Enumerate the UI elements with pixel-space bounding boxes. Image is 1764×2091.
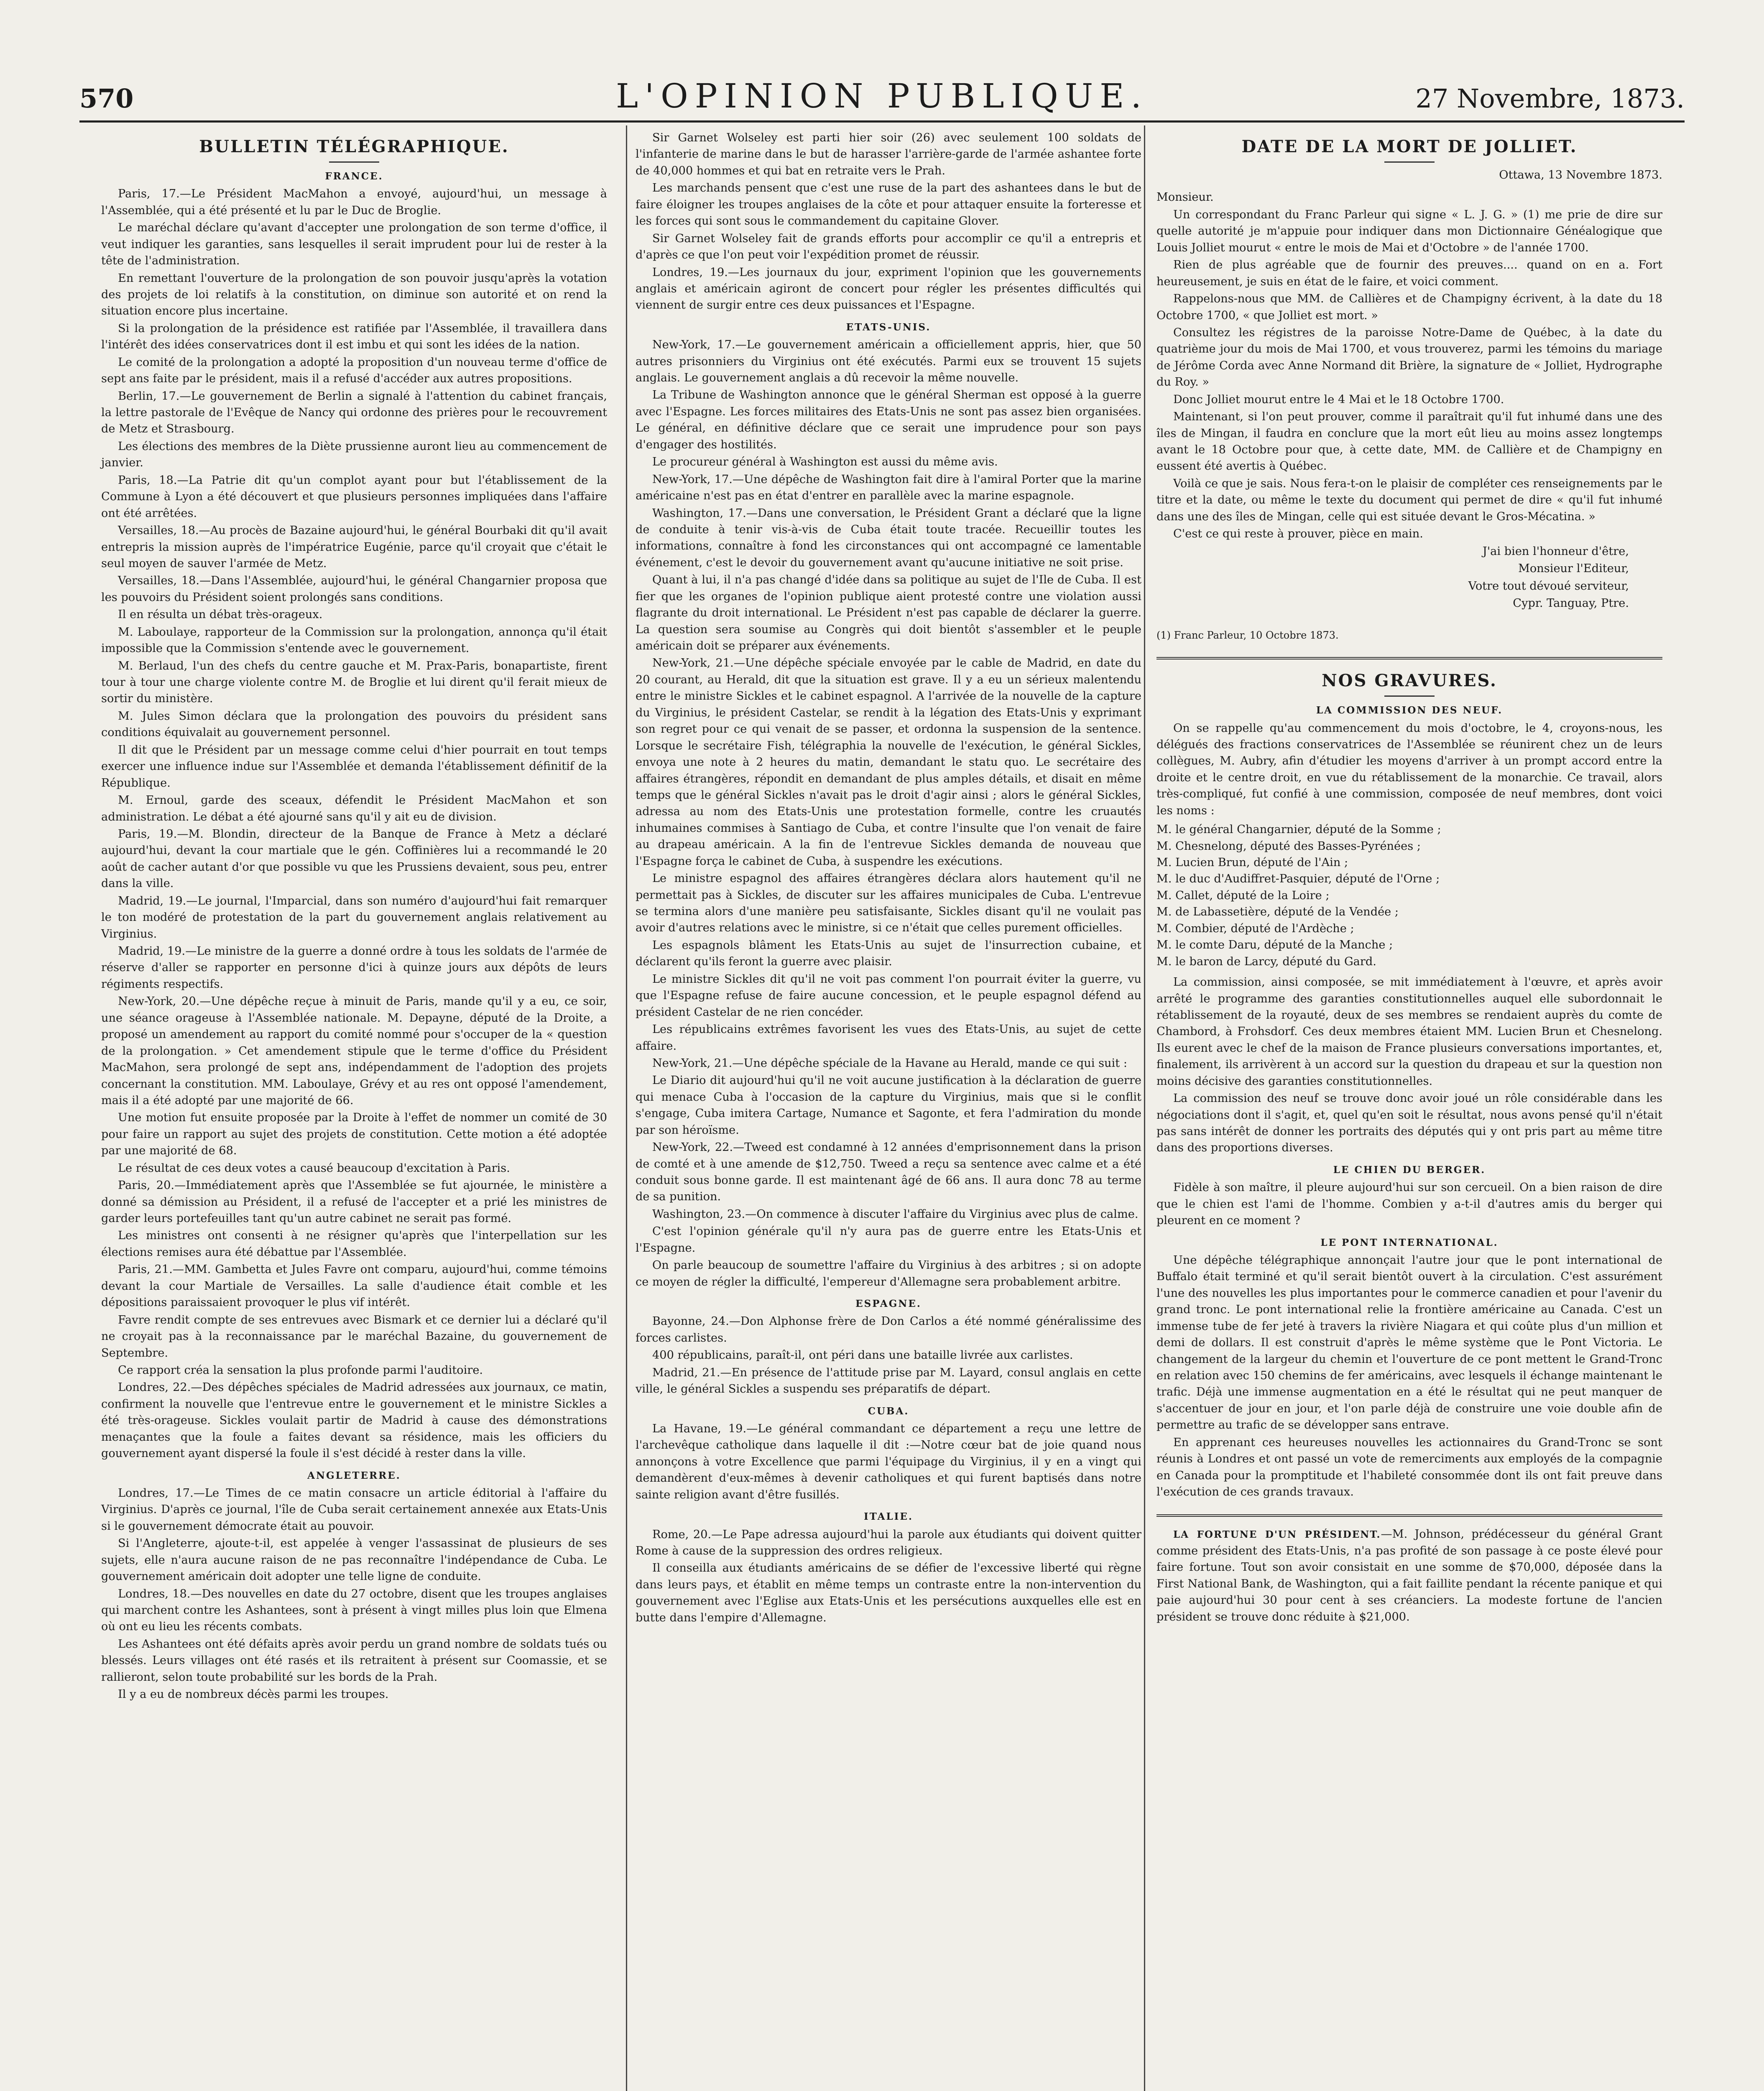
dispatch-paragraph: Versailles, 18.—Au procès de Bazaine aujourd'hui, le général Bourbaki dit qu'il avait entrepris la mission auprès de l'impératrice Eugénie, parce qu'il croyait que c'était le seul moyen de sauver l'armée de Metz.: [101, 524, 607, 570]
commission-intro: On se rappelle qu'au commencement du mois d'octobre, le 4, croyons-nous, les délégués des fractions conservatrices de l'Assemblée se réunirent chez un de leurs collègues, M. Aubry, afin d'étudier les moyens d'arriver à un prompt accord entre la droite et le centre droit, en vue du rétablissement de la monarchie. Ce travail, alors très-compliqué, fut confié à une commission, composée de neuf membres, dont voici les noms :: [1156, 721, 1662, 817]
dispatch-paragraph: 400 républicains, paraît-il, ont péri dans une bataille livrée aux carlistes.: [652, 1349, 1073, 1362]
dispatch-paragraph: Bayonne, 24.—Don Alphonse frère de Don Carlos a été nommé généralissime des forces carlistes.: [636, 1315, 1141, 1345]
dispatch-paragraph: M. Berlaud, l'un des chefs du centre gauche et M. Prax-Paris, bonapartiste, firent tour à tour une charge violente contre M. de Broglie et lui dirent qu'il ferait mieux de sortir du ministère.: [101, 659, 607, 706]
dispatch-paragraph: M. Ernoul, garde des sceaux, défendit le Président MacMahon et son administration. Le débat a été ajourné sans qu'il y ait eu de division.: [101, 794, 607, 823]
member-item: M. le baron de Larcy, député du Gard.: [1156, 955, 1376, 968]
dispatch-paragraph: Les marchands pensent que c'est une ruse de la part des ashantees dans le but de faire éloigner les troupes anglaises de la côte et pour attaquer ensuite la forteresse et les forces qui sont sous le commandement du capitaine Glover.: [636, 181, 1141, 228]
letter-closing: [1156, 543, 1662, 612]
dispatch-paragraph: New-York, 21.—Une dépêche spéciale envoyée par le cable de Madrid, en date du 20 courant, au Herald, dit que la situation est grave. Il y a eu un sérieux malentendu entre le ministre Sickles et le cabinet espagnol. A l'arrivée de la nouvelle de la capture du Virginius, le président Castelar, se rendit à la légation des Etats-Unis y exprimant son regret pour ce qui venait de se passer, et ordonna la suspension de la sentence. Lorsque le secrétaire Fish, télégraphia la nouvelle de l'exécution, le général Sickles, envoya une note à 2 heures du matin, demandant le statu quo. Le secrétaire des affaires étrangères, répondit en demandant de plus amples détails, et disait en même temps que le général Sickles n'avait pas le droit d'agir ainsi ; alors le général Sickles, adressa au nom des Etats-Unis une protestation formelle, contre les cruautés inhumaines commises à Santiago de Cuba, et contre l'insulte que l'on venait de faire au drapeau américain. A la fin de l'entrevue Sickles demanda de nouveau que l'Espagne força le cabinet de Cuba, à suspendre les exécutions.: [636, 657, 1141, 868]
letter-body: [1156, 207, 1662, 542]
member-item: M. Combier, député de l'Ardèche ;: [1156, 922, 1354, 935]
dispatch-paragraph: Londres, 17.—Le Times de ce matin consacre un article éditorial à l'affaire du Virginius. D'après ce journal, l'île de Cuba serait certainement annexée aux Etats-Unis si le gouvernement démocrate était au pouvoir.: [101, 1486, 607, 1533]
fortune-text: —M. Johnson, prédécesseur du général Grant comme président des Etats-Unis, n'a pas profité de son passage à ce poste élevé pour faire fortune. Tout son avoir consistait en une somme de $70,000, déposée dans la First National Bank, de Washington, qui a fait faillite pendant la récente panique et qui paie aujourd'hui 30 pour cent à ses créanciers. La modeste fortune de l'ancien président se trouve donc réduite à $21,000.: [1156, 1528, 1663, 1623]
dispatch-paragraph: Paris, 21.—MM. Gambetta et Jules Favre ont comparu, aujourd'hui, comme témoins devant la cour Martiale de Versailles. La salle d'audience était comble et les dépositions paraissaient provoquer le plus vif intérêt.: [101, 1263, 607, 1309]
issue-date: 27 Novembre, 1873.: [1415, 83, 1685, 114]
dispatch-paragraph: Sir Garnet Wolseley est parti hier soir (26) avec seulement 100 soldats de l'infanterie de marine dans le but de harasser l'arrière-garde de l'armée ashantee forte de 40,000 hommes et qui bat en retraite vers le Prah.: [636, 131, 1141, 177]
fortune-article: [1156, 1526, 1662, 1625]
column-dispatches: [636, 130, 1141, 1627]
commission-subhead: LA COMMISSION DES NEUF.: [1316, 705, 1503, 716]
dispatch-paragraph: Paris, 17.—Le Président MacMahon a envoyé, aujourd'hui, un message à l'Assemblée, qui a été présenté et lu par le Duc de Broglie.: [101, 187, 607, 217]
letter-footnote: (1) Franc Parleur, 10 Octobre 1873.: [1156, 629, 1339, 642]
letter-paragraph: C'est ce qui reste à prouver, pièce en main.: [1173, 527, 1423, 541]
dispatch-paragraph: Le comité de la prolongation a adopté la proposition d'un nouveau terme d'office de sept ans faite par le président, mais il a refusé d'accéder aux autres propositions.: [101, 355, 607, 386]
dispatch-paragraph: New-York, 21.—Une dépêche spéciale de la Havane au Herald, mande ce qui suit :: [652, 1056, 1127, 1070]
dispatch-paragraph: Le ministre Sickles dit qu'il ne voit pas comment l'on pourrait éviter la guerre, vu que l'Espagne refuse de faire aucune concession, et le peuple espagnol défend au président Castelar de ne rien concéder.: [636, 972, 1141, 1019]
gravures-heading: NOS GRAVURES.: [1322, 671, 1497, 691]
dispatch-paragraph: M. Jules Simon déclara que la prolongation des pouvoirs du président sans conditions équivalait au gouvernement personnel.: [101, 709, 607, 739]
commission-paragraph: La commission des neuf se trouve donc avoir joué un rôle considérable dans les négociations dont il s'agit, et, quel qu'en soit le résultat, nous avons pensé qu'il n'était pas sans intérêt de donner les portraits des députés qui y ont pris part au même titre dans des proportions diverses.: [1156, 1092, 1662, 1155]
dispatch-paragraph: Les républicains extrêmes favorisent les vues des Etats-Unis, au sujet de cette affaire.: [636, 1023, 1141, 1053]
dispatch-paragraph: Il en résulta un débat très-orageux.: [118, 608, 323, 621]
dispatch-paragraph: Madrid, 19.—Le ministre de la guerre a donné ordre à tous les soldats de l'armée de réserve d'aller se rapporter en personne d'ici à quinze jours aux dépôts de leurs régiments respectifs.: [101, 945, 607, 991]
letter-paragraph: Consultez les régistres de la paroisse Notre-Dame de Québec, à la date du quatrième jour du mois de Mai 1700, et vous trouverez, parmi les témoins du mariage de Jérôme Corda avec Anne Normand dit Brière, la signature de « Jolliet, Hydrographe du Roy. »: [1156, 326, 1662, 389]
masthead-rule: [79, 120, 1685, 123]
dispatch-paragraph: Quant à lui, il n'a pas changé d'idée dans sa politique au sujet de l'Ile de Cuba. Il est fier que les organes de l'opinion publique aient protesté contre une violation aussi flagrante du droit international. Le Président n'est pas capable de déclarer la guerre. La question sera soumise au Congrès qui doit bientôt s'assembler et le peuple américain doit se préparer aux événements.: [636, 573, 1141, 653]
dispatch-paragraph: Ce rapport créa la sensation la plus profonde parmi l'auditoire.: [118, 1363, 483, 1377]
dispatch-paragraph: New-York, 22.—Tweed est condamné à 12 années d'emprisonnement dans la prison de comté et à une amende de $12,750. Tweed a reçu sa sentence avec calme et a été conduit sous bonne garde. Il est maintenant âgé de 66 ans. Il aura donc 78 au terme de sa punition.: [636, 1141, 1141, 1204]
dispatch-paragraph: New-York, 17.—Une dépêche de Washington fait dire à l'amiral Porter que la marine américaine n'est pas en état d'entrer en parallèle avec la marine espagnole.: [636, 473, 1141, 503]
dispatch-paragraph: Les espagnols blâment les Etats-Unis au sujet de l'insurrection cubaine, et déclarent qu'ils feront la guerre avec plaisir.: [636, 938, 1141, 969]
pont-subhead: LE PONT INTERNATIONAL.: [1320, 1237, 1499, 1248]
page-number: 570: [79, 83, 134, 114]
heading-rule: [1384, 695, 1435, 697]
dispatch-paragraph: Le résultat de ces deux votes a causé beaucoup d'excitation à Paris.: [118, 1161, 510, 1175]
chien-text: Fidèle à son maître, il pleure aujourd'hui sur son cercueil. On a bien raison de dire que le chien est l'ami de l'homme. Combien y a-t-il d'autres amis du berger qui pleurent en ce moment ?: [1156, 1181, 1662, 1227]
letter-paragraph: Maintenant, si l'on peut prouver, comme il paraîtrait qu'il fut inhumé dans une des îles de Mingan, il faudra en conclure que la mort eût lieu au moins assez longtemps avant le 18 Octobre pour que, à cette date, MM. de Callière et de Champigny en eussent été avertis à Québec.: [1156, 410, 1662, 473]
dispatch-paragraph: Versailles, 18.—Dans l'Assemblée, aujourd'hui, le général Changarnier proposa que les pouvoirs du Président soient prolongés sans conditions.: [101, 574, 607, 604]
dispatch-paragraph: Le procureur général à Washington est aussi du même avis.: [652, 455, 998, 469]
section-subhead: ETATS-UNIS.: [846, 321, 931, 333]
dispatch-paragraph: Si la prolongation de la présidence est ratifiée par l'Assemblée, il travaillera dans l'intérêt des idées conservatrices dont il est imbu et qui sont les idées de la nation.: [101, 322, 607, 352]
dispatch-paragraph: Les Ashantees ont été défaits après avoir perdu un grand nombre de soldats tués ou blessés. Leurs villages ont été rasés et ils retraitent à présent sur Coomassie, et se rallieront, selon toute probabilité sur les bords de la Prah.: [101, 1637, 607, 1684]
dispatch-paragraph: Washington, 17.—Dans une conversation, le Président Grant a déclaré que la ligne de conduite à tenir vis-à-vis de Cuba était toute tracée. Recueillir toutes les informations, connaître à fond les circonstances qui ont accompagné ce lamentable événement, c'est le devoir du gouvernement avant qu'aucune initiative ne soit prise.: [636, 506, 1141, 569]
section-subhead: ESPAGNE.: [855, 1298, 922, 1310]
dispatch-paragraph: Les élections des membres de la Diète prussienne auront lieu au commencement de janvier.: [101, 440, 607, 470]
commission-members: [1156, 821, 1662, 970]
dispatch-paragraph: La Havane, 19.—Le général commandant ce département a reçu une lettre de l'archevêque catholique dans laquelle il dit :—Notre cœur bat de joie quand nous annonçons à votre Excellence que parmi l'équipage du Virginius, il y en a vingt qui demandèrent d'eux-mêmes à devenir catholiques et qui furent baptisés dans notre sainte religion avant d'être fusillés.: [636, 1422, 1141, 1501]
letter-paragraph: Voilà ce que je sais. Nous fera-t-on le plaisir de compléter ces renseignements par le titre et la date, ou même le texte du document qui permet de dire « qu'il fut inhumé dans une des îles de Mingan, celle qui est située devant le Gros-Mécatina. »: [1156, 477, 1662, 523]
pont-paragraph: Une dépêche télégraphique annonçait l'autre jour que le pont international de Buffalo était terminé et qu'il serait bientôt ouvert à la circulation. C'est assurément l'une des nouvelles les plus importantes pour le commerce canadien et pour l'avenir du grand tronc. Le pont international relie la frontière américaine au Canada. C'est un immense tube de fer jeté à travers la rivière Niagara et qui coûte plus d'un million et demi de dollars. Il est construit d'après le même système que le Pont Victoria. Le changement de la largeur du chemin et l'ouverture de ce pont mettent le Grand-Tronc en relation avec 150 chemins de fer américains, avec lesquels il échange maintenant le trafic. Déjà une immense augmentation en a été le résultat qui ne peut manquer de s'accentuer de jour en jour, et l'on parle déjà de construire une voie double afin de permettre au trafic de se développer sans entrave.: [1156, 1253, 1662, 1432]
letter-closing-line: Cypr. Tanguay, Ptre.: [1513, 596, 1629, 610]
dispatch-paragraph: Londres, 19.—Les journaux du jour, expriment l'opinion que les gouvernements anglais et américain agiront de concert pour régler les présentes difficultés qui viennent de surgir entre ces deux puissances et l'Espagne.: [636, 266, 1141, 312]
section-subhead: FRANCE.: [325, 171, 383, 182]
chien-subhead: LE CHIEN DU BERGER.: [1333, 1164, 1486, 1176]
commission-text: [1156, 974, 1662, 1156]
dispatch-paragraph: Il y a eu de nombreux décès parmi les troupes.: [118, 1688, 389, 1701]
dispatch-paragraph: M. Laboulaye, rapporteur de la Commission sur la prolongation, annonça qu'il était impossible que la Commission s'entende avec le gouvernement.: [101, 625, 607, 655]
letter-closing-line: J'ai bien l'honneur d'être,: [1482, 544, 1629, 558]
dispatch-paragraph: Paris, 18.—La Patrie dit qu'un complot ayant pour but l'établissement de la Commune à Lyon a été découvert et que plusieurs personnes impliquées dans l'affaire ont été arrêtées.: [101, 473, 607, 520]
dispatch-paragraph: C'est l'opinion générale qu'il n'y aura pas de guerre entre les Etats-Unis et l'Espagne.: [636, 1225, 1141, 1255]
section-subhead: ITALIE.: [864, 1511, 913, 1523]
column-bulletin: [101, 130, 607, 1704]
letter-closing-line: Votre tout dévoué serviteur,: [1468, 579, 1629, 593]
member-item: M. Lucien Brun, député de l'Ain ;: [1156, 856, 1348, 869]
column-jolliet-gravures: [1156, 130, 1662, 1626]
dispatch-paragraph: Si l'Angleterre, ajoute-t-il, est appelée à venger l'assassinat de plusieurs de ses sujets, elle n'aura aucune raison de ne pas reconnaître l'indépendance de Cuba. Le gouvernement américain doit adopter une telle ligne de conduite.: [101, 1537, 607, 1583]
dispatch-paragraph: New-York, 20.—Une dépêche reçue à minuit de Paris, mande qu'il y a eu, ce soir, une séance orageuse à l'Assemblée nationale. M. Depayne, député de la Droite, a proposé un amendement au rapport du comité nommé pour s'occuper de la « question de la prolongation. » Cet amendement stipule que le terme d'office du Président MacMahon, sera prolongé de sept ans, indépendamment de l'adoption des projets concernant la constitution. MM. Laboulaye, Grévy et au res ont opposé l'amendement, mais il a été adopté par une majorité de 66.: [101, 995, 607, 1107]
dispatch-paragraph: Paris, 19.—M. Blondin, directeur de la Banque de France à Metz a déclaré aujourd'hui, devant la cour martiale que le gén. Coffinières lui a recommandé le 20 août de cacher autant d'or que possible vu que les Prussiens devaient, sous peu, entrer dans la ville.: [101, 827, 607, 890]
heading-rule: [329, 161, 379, 163]
dispatch-paragraph: Une motion fut ensuite proposée par la Droite à l'effet de nommer un comité de 30 pour faire un rapport au sujet des projets de constitution. Cette motion a été adoptée par une majorité de 68.: [101, 1111, 607, 1158]
section-subhead: ANGLETERRE.: [307, 1470, 401, 1481]
dispatch-paragraph: Le ministre espagnol des affaires étrangères déclara alors hautement qu'il ne permettait pas à Sickles, de discuter sur les affaires municipales de Cuba. L'entrevue se termina alors d'une manière peu satisfaisante, Sickles disant qu'il ne voulait pas avoir d'autres relations avec le ministre, si ce n'était que celles purement officielles.: [636, 872, 1141, 935]
dispatch-paragraph: Les ministres ont consenti à ne résigner qu'après que l'interpellation sur les élections remises aura été débattue par l'Assemblée.: [101, 1229, 607, 1259]
letter-salutation: Monsieur.: [1156, 191, 1214, 204]
bulletin-heading: BULLETIN TÉLÉGRAPHIQUE.: [199, 137, 509, 156]
member-item: M. Chesnelong, député des Basses-Pyrénées ;: [1156, 839, 1421, 853]
dispatch-paragraph: En remettant l'ouverture de la prolongation de son pouvoir jusqu'après la votation des projets de loi relatifs à la constitution, on diminue son autorité et on rend la situation encore plus incertaine.: [101, 271, 607, 318]
letter-closing-line: Monsieur l'Editeur,: [1518, 562, 1629, 575]
dispatch-paragraph: Le Diario dit aujourd'hui qu'il ne voit aucune justification à la déclaration de guerre qui menace Cuba à l'occasion de la capture du Virginius, mais que si le conflit s'engage, Cuba imitera Cartage, Numance et Sagonte, et fera l'admiration du monde par son héroïsme.: [636, 1074, 1141, 1137]
column-divider-2: [1144, 125, 1145, 2091]
pont-paragraph: En apprenant ces heureuses nouvelles les actionnaires du Grand-Tronc se sont réunis à Londres et ont passé un vote de remerciments aux employés de la compagnie en Canada pour la promptitude et l'habileté consommée dont ils ont fait preuve dans l'exécution de ces grands travaux.: [1156, 1436, 1662, 1499]
dispatch-paragraph: Washington, 23.—On commence à discuter l'affaire du Virginius avec plus de calme.: [652, 1207, 1139, 1221]
letter-paragraph: Donc Jolliet mourut entre le 4 Mai et le 18 Octobre 1700.: [1173, 393, 1504, 406]
letter-paragraph: Rien de plus agréable que de fournir des preuves.... quand on en a. Fort heureusement, je suis en état de le faire, et voici comment.: [1156, 258, 1662, 288]
section-divider: [1156, 657, 1662, 660]
dispatch-paragraph: Londres, 18.—Des nouvelles en date du 27 octobre, disent que les troupes anglaises qui marchent contre les Ashantees, sont à présent à vingt milles plus loin que Elmena où ont eu lieu les récents combats.: [101, 1587, 607, 1633]
letter-dateline: Ottawa, 13 Novembre 1873.: [1499, 169, 1662, 181]
letter-paragraph: Un correspondant du Franc Parleur qui signe « L. J. G. » (1) me prie de dire sur quelle autorité je m'appuie pour indiquer dans mon Dictionnaire Généalogique que Louis Jolliet mourut « entre le mois de Mai et d'Octobre » de l'année 1700.: [1156, 208, 1662, 254]
dispatch-paragraph: New-York, 17.—Le gouvernement américain a officiellement appris, hier, que 50 autres prisonniers du Virginius ont été exécutés. Parmi eux se trouvent 15 sujets anglais. Le gouvernement anglais a dû recevoir la même nouvelle.: [636, 338, 1141, 385]
dispatch-paragraph: Berlin, 17.—Le gouvernement de Berlin a signalé à l'attention du cabinet français, la lettre pastorale de l'Evêque de Nancy qui ordonne des prières pour le recouvrement de Metz et Strasbourg.: [101, 389, 607, 436]
dispatch-paragraph: On parle beaucoup de soumettre l'affaire du Virginius à des arbitres ; si on adopte ce moyen de régler la difficulté, l'empereur d'Allemagne sera probablement arbitre.: [636, 1259, 1141, 1288]
dispatch-paragraph: Paris, 20.—Immédiatement après que l'Assemblée se fut ajournée, le ministère a donné sa démission au Président, il a refusé de l'accepter et a prié les ministres de garder leurs portefeuilles tant qu'un autre cabinet ne serait pas formé.: [101, 1179, 607, 1225]
member-item: M. le duc d'Audiffret-Pasquier, député de l'Orne ;: [1156, 872, 1440, 886]
section-subhead: CUBA.: [868, 1405, 909, 1417]
heading-rule: [1384, 161, 1435, 163]
letter-paragraph: Rappelons-nous que MM. de Callières et de Champigny écrivent, à la date du 18 Octobre 1700, « que Jolliet est mort. »: [1156, 292, 1662, 322]
masthead: [79, 71, 1685, 117]
dispatch-paragraph: Madrid, 21.—En présence de l'attitude prise par M. Layard, consul anglais en cette ville, le général Sickles a suspendu ses préparatifs de départ.: [636, 1366, 1141, 1396]
dispatch-paragraph: Madrid, 19.—Le journal, l'Imparcial, dans son numéro d'aujourd'hui fait remarquer le ton modéré de protestation de la part du gouvernement anglais relativement au Virginius.: [101, 894, 607, 941]
column-divider-1: [626, 125, 627, 2091]
member-item: M. le général Changarnier, député de la Somme ;: [1156, 823, 1441, 836]
pont-text: [1156, 1252, 1662, 1501]
newspaper-title: L'OPINION PUBLIQUE.: [616, 77, 1148, 115]
dispatch-paragraph: Favre rendit compte de ses entrevues avec Bismark et ce dernier lui a déclaré qu'il ne croyait pas à la reconnaissance par le maréchal Bazaine, du gouvernement de Septembre.: [101, 1313, 607, 1360]
dispatch-paragraph: Le maréchal déclare qu'avant d'accepter une prolongation de son terme d'office, il veut indiquer les garanties, sans lesquelles il serait imprudent pour lui de rester à la tête de l'administration.: [101, 221, 607, 268]
section-divider: [1156, 1514, 1662, 1517]
fortune-caption: LA FORTUNE D'UN PRÉSIDENT.: [1173, 1529, 1381, 1541]
member-item: M. de Labassetière, député de la Vendée ;: [1156, 905, 1399, 919]
commission-paragraph: La commission, ainsi composée, se mit immédiatement à l'œuvre, et après avoir arrêté le programme des garanties constitutionnelles auquel elle subordonnait le rétablissement de la royauté, deux de ses membres se rendaient auprès du comte de Chambord, à Frohsdorf. Ces deux membres étaient MM. Lucien Brun et Chesnelong. Ils eurent avec le chef de la maison de France plusieurs conversations importantes, et, finalement, ils arrivèrent à un accord sur la question du drapeau et sur la question non moins décisive des garanties constitutionnelles.: [1156, 976, 1662, 1088]
dispatch-paragraph: La Tribune de Washington annonce que le général Sherman est opposé à la guerre avec l'Espagne. Les forces militaires des Etats-Unis ne sont pas assez bien organisées. Le général, en définitive déclare que ce serait une imprudence pour son pays d'engager des hostilités.: [636, 389, 1141, 451]
dispatch-paragraph: Il conseilla aux étudiants américains de se défier de l'excessive liberté qui règne dans leurs pays, et établit en même temps un contraste entre la non-intervention du gouvernement avec l'Eglise aux Etats-Unis et les persécutions auxquelles elle est en butte dans l'empire d'Allemagne.: [636, 1562, 1141, 1624]
dispatch-paragraph: Londres, 22.—Des dépêches spéciales de Madrid adressées aux journaux, ce matin, confirment la nouvelle que l'entrevue entre le gouvernement et le ministre Sickles a été très-orageuse. Sickles voulait partir de Madrid à cause des démonstrations menaçantes que la foule a faites devant sa résidence, mais les officiers du gouvernement ayant dispersé la foule il s'est décidé à rester dans la ville.: [101, 1381, 607, 1460]
dispatch-paragraph: Il dit que le Président par un message comme celui d'hier pourrait en tout temps exercer une influence indue sur l'Assemblée et demanda l'établissement définitif de la République.: [101, 743, 607, 790]
dispatch-paragraph: Sir Garnet Wolseley fait de grands efforts pour accomplir ce qu'il a entrepris et d'après ce que l'on peut voir l'expédition promet de réussir.: [636, 232, 1141, 262]
member-item: M. Callet, député de la Loire ;: [1156, 889, 1330, 902]
jolliet-heading: DATE DE LA MORT DE JOLLIET.: [1241, 137, 1578, 156]
member-item: M. le comte Daru, député de la Manche ;: [1156, 938, 1393, 952]
dispatch-paragraph: Rome, 20.—Le Pape adressa aujourd'hui la parole aux étudiants qui doivent quitter Rome à cause de la suppression des ordres religieux.: [636, 1528, 1141, 1557]
